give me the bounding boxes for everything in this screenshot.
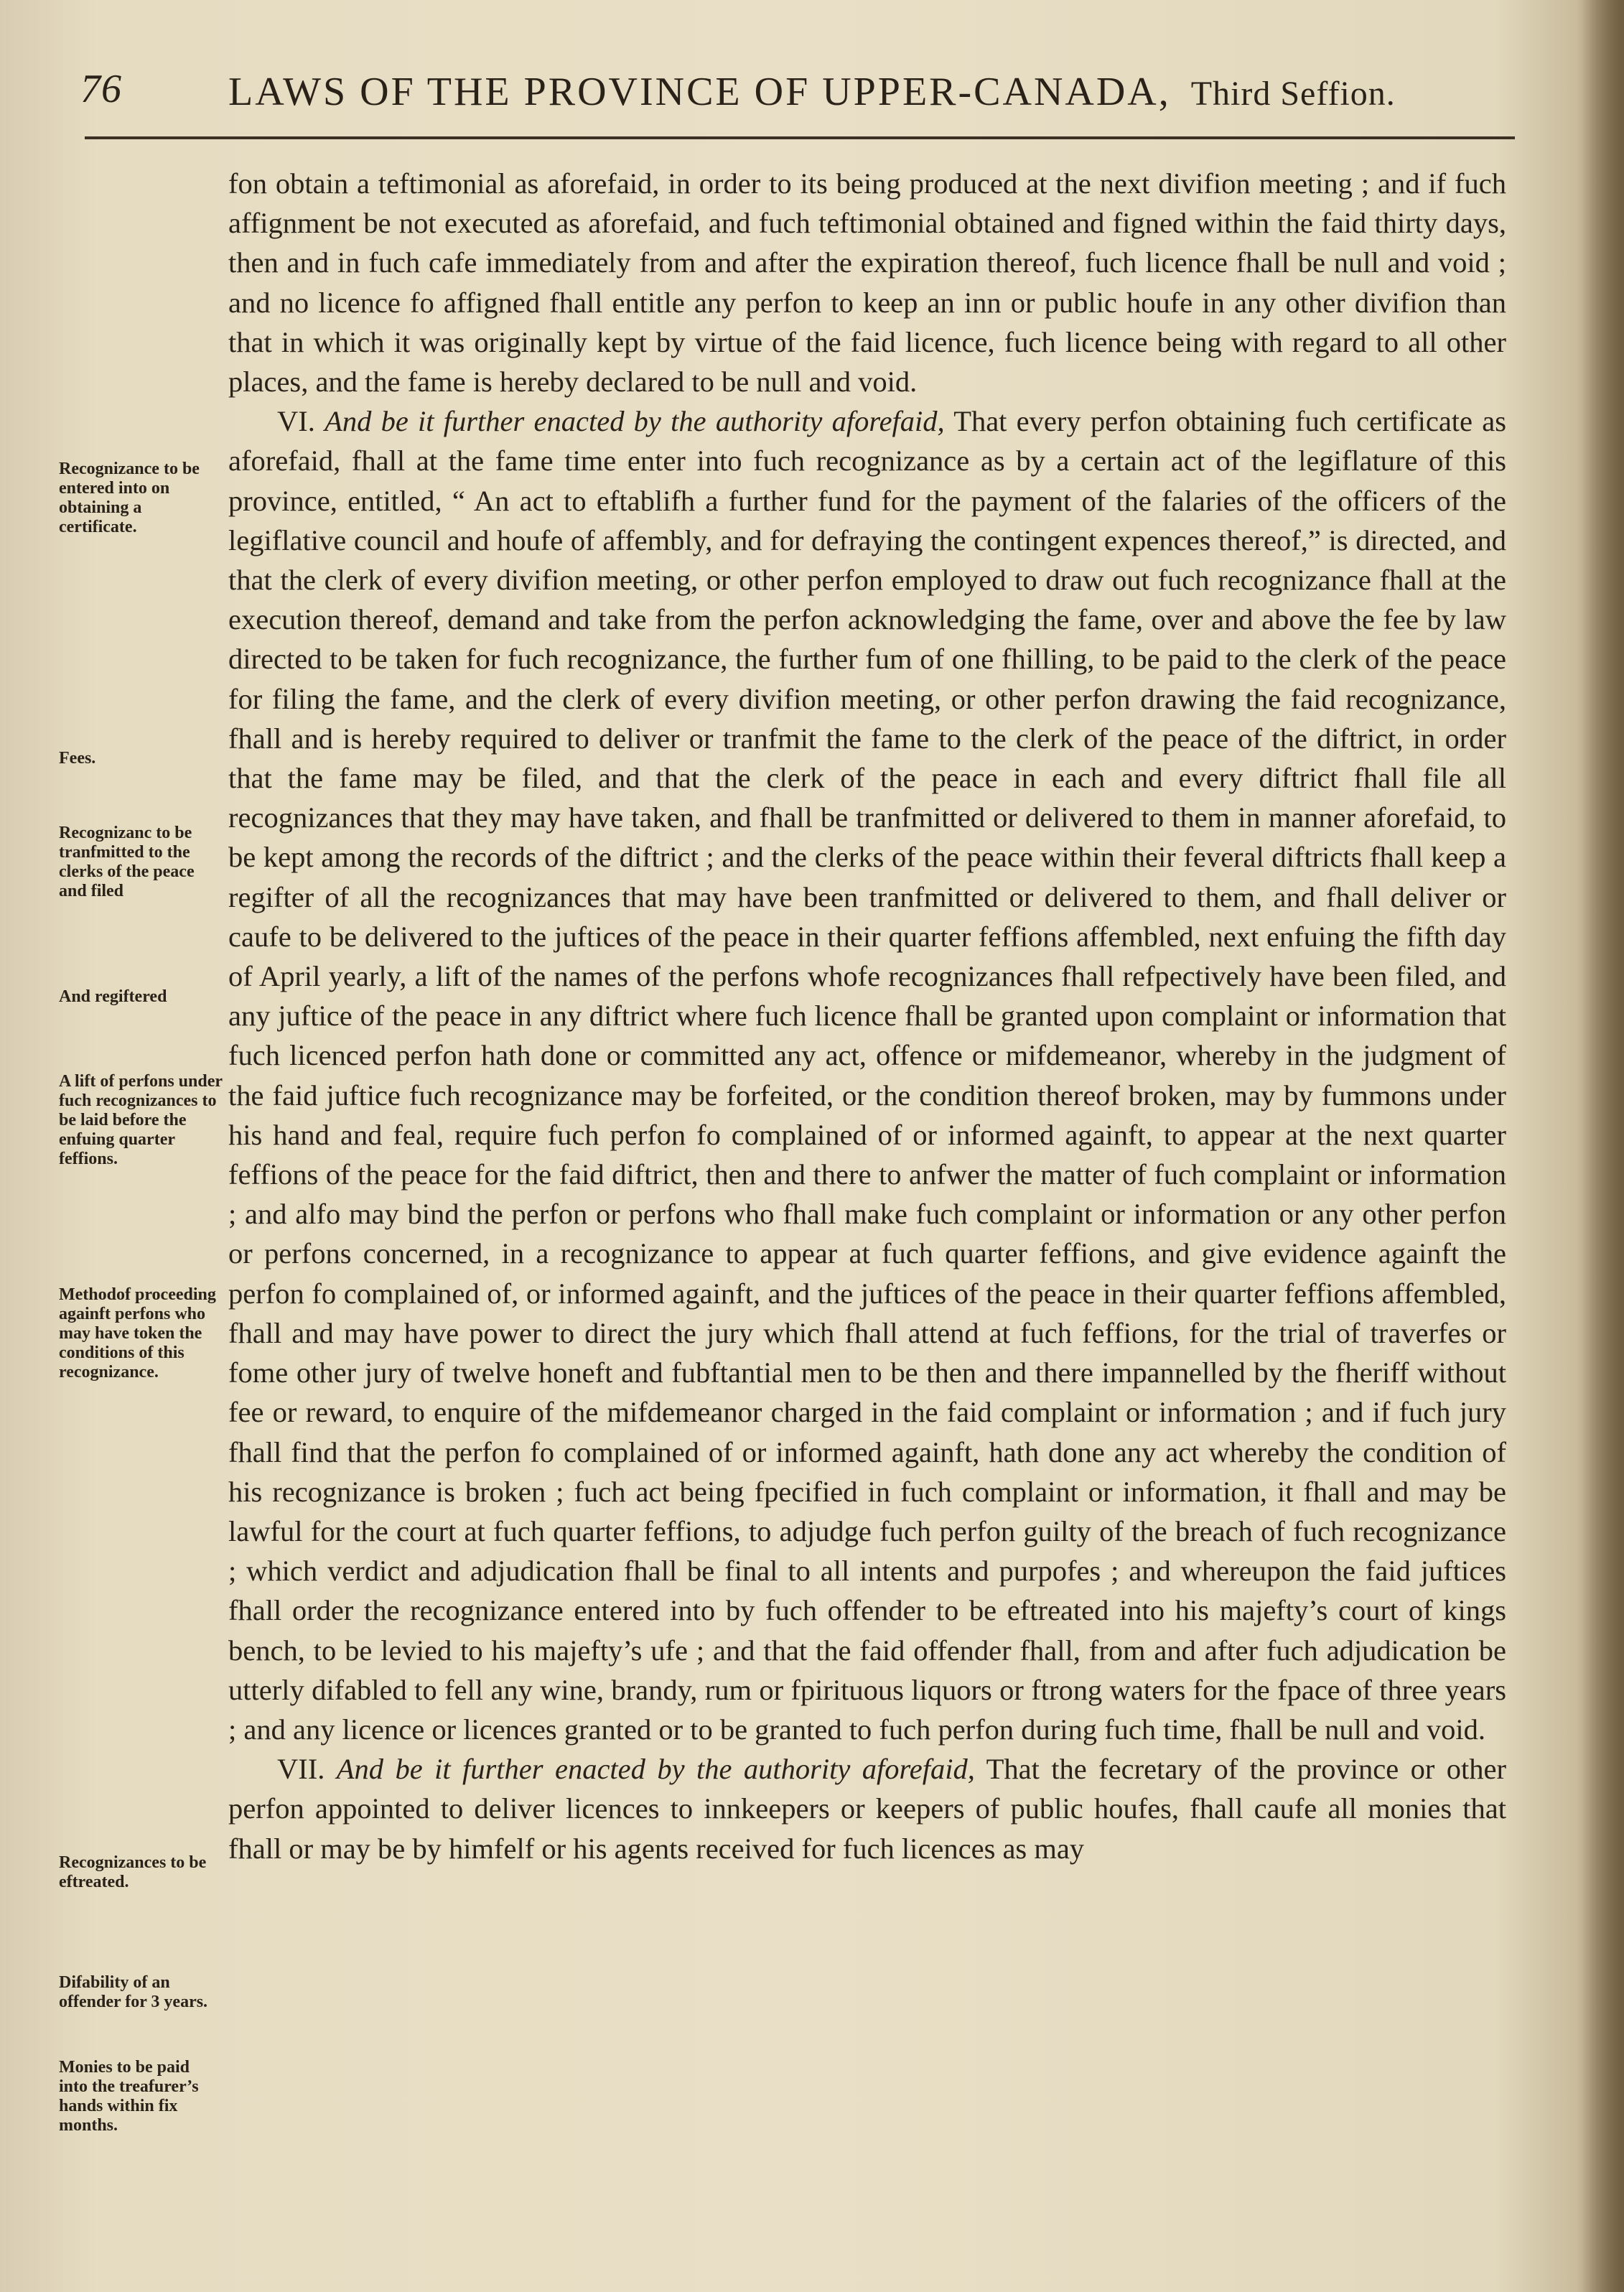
margin-note: Difability of an offender for 3 years. <box>59 1973 208 2011</box>
paragraph-text: That the fecretary of the province or other perfon appointed to deliver licences to innkeepers or keepers of public houfes, fhall caufe all monies that fhall or may be by himfelf or his agents received for fuch licences as may <box>228 1753 1507 1865</box>
section-vii <box>228 1749 1506 1868</box>
margin-note: Recognizance to be entered into on obtaining a certificate. <box>59 460 200 536</box>
running-head <box>228 69 1506 115</box>
enacting-clause: And be it further enacted by the authority aforefaid, <box>336 1753 975 1786</box>
section-numeral: VI. <box>277 405 315 438</box>
session-label: Third Seffion. <box>1190 75 1396 113</box>
margin-note: Monies to be paid into the treafurer’s hands within fix months. <box>59 2058 199 2135</box>
body-text <box>228 164 1506 1868</box>
header-rule <box>85 136 1515 139</box>
section-vi <box>228 401 1506 1749</box>
margin-note: And regiftered <box>59 987 167 1006</box>
margin-note: Recognizances to be eftreated. <box>59 1853 207 1891</box>
section-numeral: VII. <box>277 1753 325 1786</box>
page-number: 76 <box>80 67 122 111</box>
margin-note: Fees. <box>59 749 96 768</box>
margin-note: Recognizanc to be tranfmitted to the clerks of the peace and filed <box>59 824 195 900</box>
margin-note: A lift of perfons under fuch recognizances to be laid before the enfuing quarter feffions. <box>59 1072 223 1168</box>
enacting-clause: And be it further enacted by the authority aforefaid, <box>325 405 945 438</box>
page-binding-shadow <box>1581 0 1624 2292</box>
continued-paragraph <box>228 164 1506 401</box>
paragraph-text: fon obtain a teftimonial as aforefaid, in order to its being produced at the next divifion meeting ; and if fuch affignment be not executed as aforefaid, and fuch teftimonial obtained and figned within the faid thirty days, then and in fuch cafe immediately from and after the expiration thereof, fuch licence fhall be null and void ; and no licence fo affigned fhall entitle any perfon to keep an inn or public houfe in any other divifion than that in which it was originally kept by virtue of the faid licence, fuch licence being with regard to all other places, and the fame is hereby declared to be null and void. <box>228 167 1506 399</box>
margin-note: Methodof proceeding againft perfons who may have token the conditions of this recognizance. <box>59 1285 216 1382</box>
paragraph-text: That every perfon obtaining fuch certificate as aforefaid, fhall at the fame time enter into fuch recognizance as by a certain act of the legiflature of this province, entitled, “ An act to eftablifh a further fund for the payment of the falaries of the officers of the legiflative council and houfe of affembly, and for defraying the contingent expences thereof,” is directed, and that the clerk of every divifion meeting, or other perfon employed to draw out fuch recognizance fhall at the execution thereof, demand and take from the perfon acknowledging the fame, over and above the fee by law directed to be taken for fuch recognizance, the further fum of one fhilling, to be paid to the clerk of the peace for filing the fame, and the clerk of every divifion meeting, or other perfon drawing the faid recognizance, fhall and is hereby required to deliver or tranfmit the fame to the clerk of the peace of the diftrict, in order that the fame may be filed, and that the clerk of the peace in each and every diftrict fhall file all recognizances that they may have taken, and fhall be tranfmitted or delivered to them in manner aforefaid, to be kept among the records of the diftrict ; and the clerks of the peace within their feveral diftricts fhall keep a regifter of all the recognizances that may have been tranfmitted or delivered to them, and fhall deliver or caufe to be delivered to the juftices of the peace in their quarter feffions affembled, next enfuing the fifth day of April yearly, a lift of the names of the perfons whofe recognizances fhall refpectively have been filed, and any juftice of the peace in any diftrict where fuch licence fhall be granted upon complaint or information that fuch licenced perfon hath done or committed any act, offence or mifdemeanor, whereby in the judgment of the faid juftice fuch recognizance may be forfeited, or the condition thereof broken, may by fummons under his hand and feal, require fuch perfon fo complained of or informed againft, to appear at the next quarter feffions of the peace for the faid diftrict, then and there to anfwer the matter of fuch complaint or information ; and alfo may bind the perfon or perfons who fhall make fuch complaint or information or any other perfon or perfons concerned, in a recognizance to appear at fuch quarter feffions, and give evidence againft the perfon fo complained of, or informed againft, and the juftices of the peace in their quarter feffions affembled, fhall and may have power to direct the jury which fhall attend at fuch feffions, for the trial of traverfes or fome other jury of twelve honeft and fubftantial men to be then and there impannelled by the fheriff without fee or reward, to enquire of the mifdemeanor charged in the faid complaint or information ; and if fuch jury fhall find that the perfon fo complained of or informed againft, hath done any act whereby the condition of his recognizance is broken ; fuch act being fpecified in fuch complaint or information, it fhall and may be lawful for the court at fuch quarter feffions, to adjudge fuch perfon guilty of the breach of fuch recognizance ; which verdict and adjudication fhall be final to all intents and purpofes ; and whereupon the faid juftices fhall order the recognizance entered into by fuch offender to be eftreated into his majefty’s court of kings bench, to be levied to his majefty’s ufe ; and that the faid offender fhall, from and after fuch adjudication be utterly difabled to fell any wine, brandy, rum or fpirituous liquors or ftrong waters for the fpace of three years ; and any licence or licences granted or to be granted to fuch perfon during fuch time, fhall be null and void. <box>228 405 1506 1746</box>
running-title: LAWS OF THE PROVINCE OF UPPER-CANADA, <box>228 70 1171 114</box>
